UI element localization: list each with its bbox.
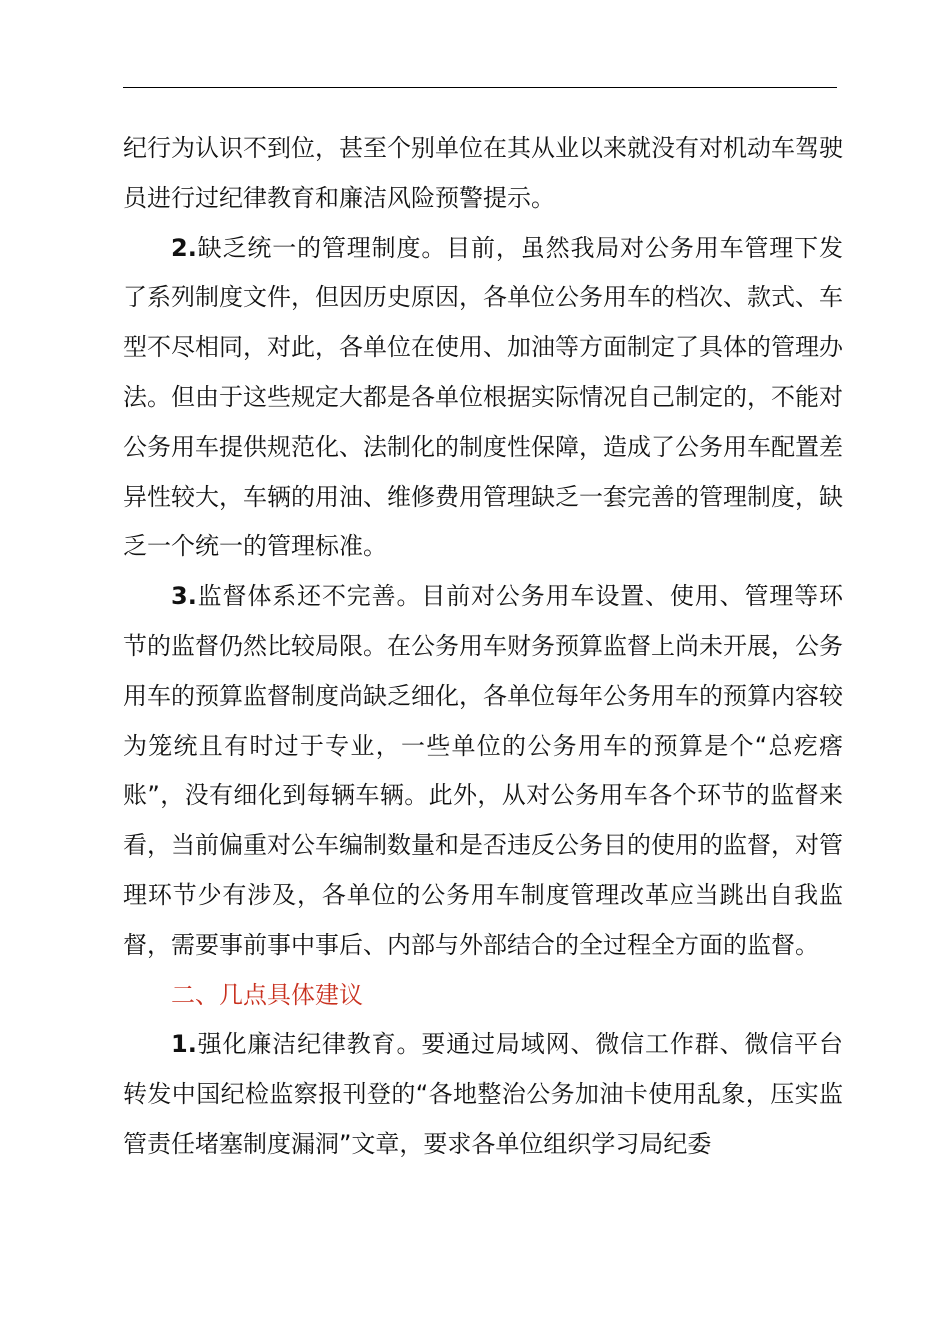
- paragraph-item-3: [123, 572, 843, 970]
- section-heading: 二、几点具体建议: [171, 980, 363, 1009]
- paragraph-suggestion-1: [123, 1020, 843, 1169]
- paragraph-text: 监督体系还不完善。目前对公务用车设置、使用、管理等环节的监督仍然比较局限。在公务用车财务预算监督上尚未开展，公务用车的预算监督制度尚缺乏细化，各单位每年公务用车的预算内容较为笼统且有时过于专业，一些单位的公务用车的预算是个“总疙瘩账”，没有细化到每辆车辆。此外，从对公务用车各个环节的监督来看，当前偏重对公车编制数量和是否违反公务目的使用的监督，对管理环节少有涉及，各单位的公务用车制度管理改革应当跳出自我监督，需要事前事中事后、内部与外部结合的全过程全方面的监督。: [123, 582, 843, 959]
- body-text: [123, 124, 843, 1170]
- item-number: 3.: [171, 582, 197, 611]
- paragraph-text: 强化廉洁纪律教育。要通过局域网、微信工作群、微信平台转发中国纪检监察报刊登的“各地整治公务加油卡使用乱象，压实监管责任堵塞制度漏洞”文章，要求各单位组织学习局纪委: [123, 1030, 843, 1158]
- header-rule: [123, 87, 837, 88]
- item-number: 2.: [171, 233, 197, 262]
- paragraph-text: 纪行为认识不到位，甚至个别单位在其从业以来就没有对机动车驾驶员进行过纪律教育和廉洁风险预警提示。: [123, 134, 843, 212]
- paragraph-item-2: [123, 224, 843, 573]
- paragraph-continuation: [123, 124, 843, 224]
- paragraph-text: 缺乏统一的管理制度。目前，虽然我局对公务用车管理下发了系列制度文件，但因历史原因，各单位公务用车的档次、款式、车型不尽相同，对此，各单位在使用、加油等方面制定了具体的管理办法。但由于这些规定大都是各单位根据实际情况自己制定的，不能对公务用车提供规范化、法制化的制度性保障，造成了公务用车配置差异性较大，车辆的用油、维修费用管理缺乏一套完善的管理制度，缺乏一个统一的管理标准。: [123, 233, 843, 561]
- item-number: 1.: [171, 1030, 197, 1059]
